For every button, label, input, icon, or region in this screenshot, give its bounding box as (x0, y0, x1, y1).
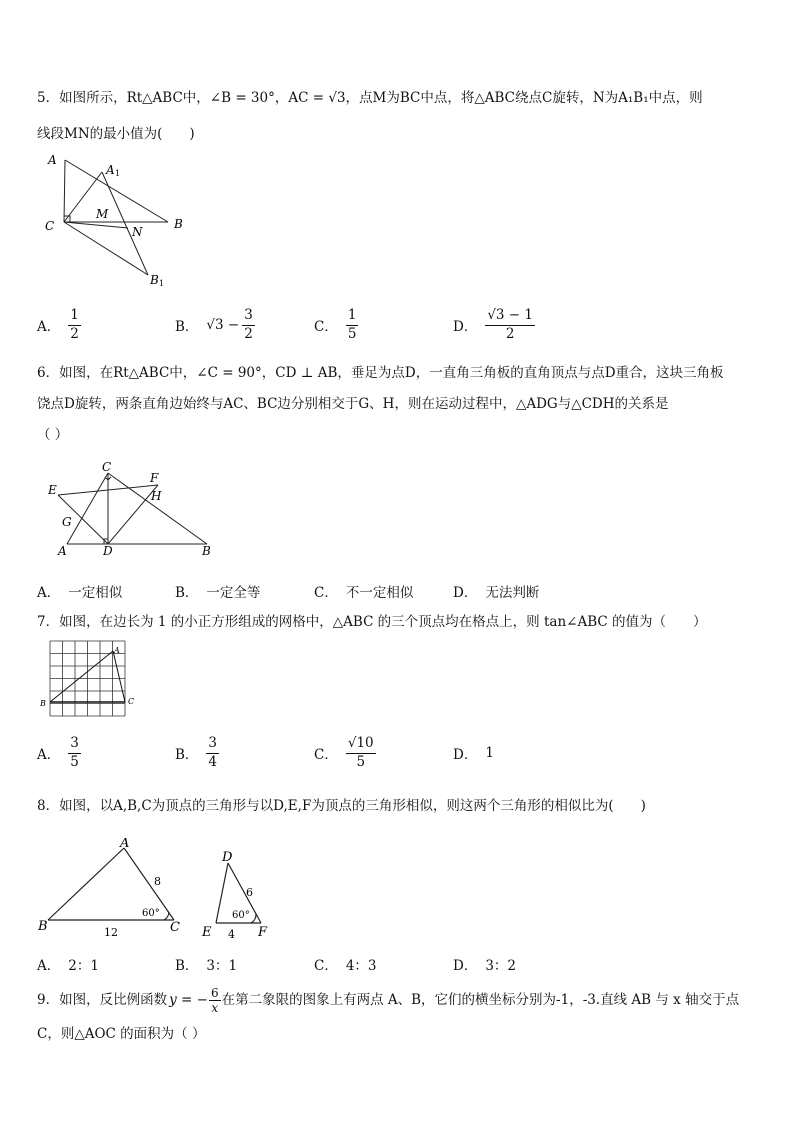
q5-option-d-numerator: √3 − 1 (485, 309, 535, 326)
q8-label-side-ef: 4 (228, 928, 235, 941)
q8-option-c-text: 4：3 (345, 958, 377, 974)
q5-option-b-denominator: 2 (244, 325, 253, 342)
q5-option-d[interactable] (453, 305, 535, 345)
question-5-figure (40, 150, 200, 290)
question-7-line-1: 7．如图，在边长为 1 的小正方形组成的网格中，△ABC 的三个顶点均在格点上，则 tan∠ABC 的值为（ ） (37, 614, 707, 630)
q6-label-D: D (103, 544, 113, 558)
q5-option-a-denominator: 2 (70, 325, 79, 342)
q6-label-F: F (150, 471, 159, 485)
q9-function-fraction (209, 987, 221, 1014)
q6-label-E: E (48, 483, 57, 497)
q5-option-b[interactable] (175, 305, 255, 345)
q5-option-c[interactable] (314, 305, 358, 345)
q8-label-A: A (120, 838, 130, 851)
q8-option-d-text: 3：2 (485, 958, 517, 974)
q9-line-1-suffix: 在第二象限的图象上有两点 A、B，它们的横坐标分别为-1，-3.直线 AB 与 x 轴交于点 (221, 992, 740, 1008)
question-7-figure (38, 638, 143, 718)
q8-option-d[interactable] (453, 944, 516, 984)
q8-option-b-label: B． (175, 958, 199, 974)
q8-label-B: B (38, 919, 48, 934)
question-6-line-2: 饶点D旋转，两条直角边始终与AC、BC边分别相交于G、H，则在运动过程中，△ADG与△CDH的关系是 (37, 396, 669, 412)
q7-option-a-denominator: 5 (70, 753, 79, 770)
q5-option-c-numerator: 1 (346, 309, 359, 326)
q7-option-d[interactable] (453, 733, 494, 773)
question-6-line-3: （ ） (37, 427, 69, 443)
q5-option-c-denominator: 5 (347, 325, 357, 342)
q7-option-b-fraction (206, 737, 219, 769)
question-7-text (37, 607, 757, 637)
q5-option-d-label: D． (453, 319, 478, 335)
question-5-line-1: 5．如图所示，Rt△ABC中，∠B = 30°，AC = √3，点M为BC中点，将△ABC绕点C旋转，N为A₁B₁中点，则 (37, 90, 703, 106)
q7-segment-AC (113, 651, 125, 702)
q6-label-B: B (202, 544, 211, 558)
q7-option-d-text: 1 (485, 745, 494, 761)
q7-option-a[interactable] (37, 733, 81, 773)
q8-segment-ED (216, 863, 228, 923)
q5-label-A: A (48, 153, 57, 167)
q7-option-a-numerator: 3 (68, 737, 81, 754)
q6-label-H: H (151, 489, 162, 503)
q7-option-b-denominator: 4 (208, 753, 218, 770)
q8-label-E: E (202, 925, 212, 940)
q8-segment-BA (48, 848, 124, 920)
q6-option-c-label: C． (314, 585, 338, 601)
q6-option-d-label: D． (453, 585, 478, 601)
q8-option-a[interactable] (37, 944, 99, 984)
q6-option-a-label: A． (37, 585, 61, 601)
question-9-line-1 (37, 985, 757, 1015)
q5-label-N: N (132, 225, 143, 239)
q5-label-A1: A (106, 163, 115, 177)
q6-label-C: C (102, 460, 112, 474)
q8-label-F: F (258, 925, 268, 940)
q7-option-c-numerator: √10 (346, 737, 376, 754)
q5-segment-A1B1 (102, 172, 148, 275)
q5-label-M: M (96, 207, 109, 221)
q5-option-a-label: A． (37, 319, 61, 335)
q8-option-b[interactable] (175, 944, 237, 984)
q5-option-a-numerator: 1 (68, 309, 81, 326)
question-8-figure (36, 838, 286, 943)
q5-label-A1-subscript: 1 (115, 169, 121, 178)
q7-option-a-fraction (68, 737, 81, 769)
question-6-text (37, 358, 757, 450)
q5-segment-CN (64, 222, 128, 228)
question-9-text (37, 985, 757, 1049)
q6-segment-AC (67, 473, 108, 544)
q8-option-c[interactable] (314, 944, 377, 984)
q7-label-C: C (128, 697, 135, 706)
q6-option-b-text: 一定全等 (206, 585, 261, 601)
q8-option-a-label: A． (37, 958, 61, 974)
q7-option-b-numerator: 3 (206, 737, 219, 754)
q5-option-c-label: C． (314, 319, 338, 335)
q7-option-b-label: B． (175, 747, 199, 763)
q7-option-d-label: D． (453, 747, 478, 763)
q5-option-b-label: B． (175, 319, 199, 335)
q6-option-b-label: B． (175, 585, 199, 601)
q5-segment-AC (64, 160, 65, 222)
q6-option-d[interactable] (453, 571, 539, 611)
q5-option-c-fraction (346, 309, 359, 341)
q7-option-c[interactable] (314, 733, 376, 773)
q7-option-c-fraction (346, 737, 376, 769)
q5-option-b-prefix: √3 − (206, 317, 240, 333)
question-6-figure (40, 458, 220, 558)
question-8-options (37, 944, 757, 984)
q8-option-c-label: C． (314, 958, 338, 974)
q5-label-B1-subscript: 1 (159, 279, 165, 288)
question-9-line-2: C，则△AOC 的面积为（ ） (37, 1026, 206, 1042)
question-5-line-2: 线段MN的最小值为( ) (37, 126, 195, 142)
question-6-line-1: 6．如图，在Rt△ABC中，∠C = 90°，CD ⊥ AB，垂足为点D，一直角三角板的直角顶点与点D重合，这块三角板 (37, 365, 724, 381)
question-8-line-1: 8．如图，以A,B,C为顶点的三角形与以D,E,F为顶点的三角形相似，则这两个三角形的相似比为( ) (37, 798, 646, 814)
q5-label-C: C (45, 219, 55, 233)
q9-function-lhs: y = − (169, 992, 208, 1008)
q8-label-angle-f: 60° (232, 910, 250, 921)
question-7-options (37, 733, 757, 773)
q5-option-b-fraction (242, 309, 255, 341)
q5-label-B1: B (150, 273, 159, 287)
q8-angle-arc-f (251, 914, 256, 923)
q8-label-C: C (170, 920, 180, 935)
q5-label-B: B (174, 217, 183, 231)
q7-label-B: B (40, 699, 46, 708)
q8-label-side-bc: 12 (104, 926, 118, 939)
question-8-text (37, 791, 757, 821)
q5-option-d-denominator: 2 (505, 325, 515, 342)
q7-label-A: A (114, 646, 120, 655)
q6-option-d-text: 无法判断 (485, 585, 540, 601)
q6-label-A: A (58, 544, 67, 558)
q7-option-c-denominator: 5 (356, 753, 366, 770)
q8-option-d-label: D． (453, 958, 478, 974)
q7-segment-BA (50, 651, 113, 702)
q5-option-d-fraction (485, 309, 535, 341)
q7-option-c-label: C． (314, 747, 338, 763)
q5-option-a[interactable] (37, 305, 81, 345)
q6-option-c-text: 不一定相似 (345, 585, 414, 601)
q8-option-b-text: 3：1 (206, 958, 238, 974)
question-5-text (37, 83, 757, 149)
q8-option-a-text: 2：1 (68, 958, 99, 974)
q6-option-c[interactable] (314, 571, 413, 611)
q7-option-b[interactable] (175, 733, 219, 773)
question-6-options (37, 571, 757, 611)
q5-option-a-fraction (68, 309, 81, 341)
q9-line-1-prefix: 9．如图，反比例函数 (37, 992, 168, 1008)
q9-function-numerator: 6 (210, 985, 219, 1000)
q8-label-side-df: 6 (246, 886, 253, 899)
q6-option-a[interactable] (37, 571, 122, 611)
q6-option-b[interactable] (175, 571, 260, 611)
q9-function-denominator: x (211, 1000, 219, 1015)
question-5-options (37, 305, 757, 345)
q6-label-G: G (62, 515, 72, 529)
q8-label-angle-c: 60° (142, 908, 160, 919)
q5-option-b-numerator: 3 (242, 309, 255, 326)
q6-option-a-text: 一定相似 (68, 585, 123, 601)
q8-label-side-ac: 8 (154, 875, 161, 888)
q8-label-D: D (222, 850, 233, 865)
q7-option-a-label: A． (37, 747, 61, 763)
q8-angle-arc-c (164, 912, 169, 920)
